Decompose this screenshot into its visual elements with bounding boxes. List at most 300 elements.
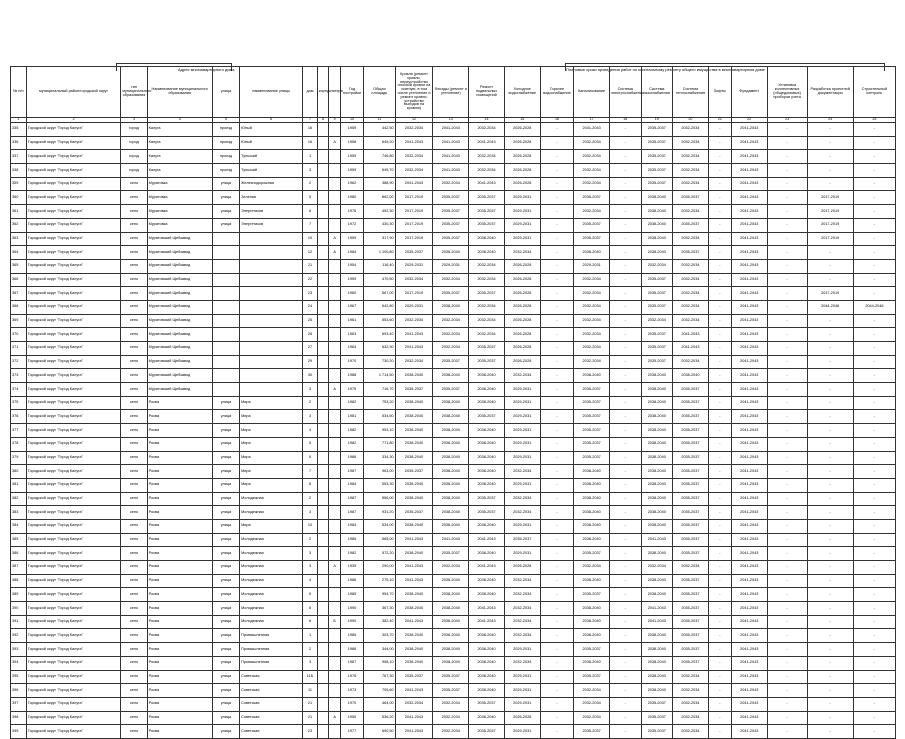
table-cell [317, 164, 329, 178]
table-cell: улица [212, 519, 239, 533]
table-cell [317, 123, 329, 137]
table-cell: - [708, 205, 731, 219]
table-cell: село [121, 533, 147, 547]
table-cell: 29 [303, 355, 318, 369]
table-cell: 2035-2037 [469, 218, 505, 232]
table-cell: 1982 [340, 424, 363, 438]
table-cell: Городской округ "Город Калуга" [26, 602, 121, 616]
table-cell: - [853, 410, 895, 424]
table-cell: 534,00 [364, 519, 396, 533]
table-cell: 2041-2043 [395, 711, 433, 725]
table-cell: 2041-2043 [731, 396, 767, 410]
table-cell: 2038-2040 [641, 684, 673, 698]
column-number: 4 [147, 118, 212, 123]
table-cell: 363 [11, 232, 27, 246]
table-cell: - [767, 191, 807, 205]
table-cell: 2038-2040 [574, 533, 610, 547]
table-cell: 5 [303, 437, 318, 451]
table-cell: Советская [240, 711, 303, 725]
table-cell: - [540, 259, 574, 273]
table-cell: Железнодорожная [240, 177, 303, 191]
table-cell: - [767, 342, 807, 356]
table-cell: село [121, 246, 147, 260]
table-cell: 2032-2034 [504, 246, 540, 260]
table-cell: 2032-2034 [433, 342, 469, 356]
table-cell: 2038-2040 [641, 574, 673, 588]
table-cell: Городской округ "Город Калуга" [26, 177, 121, 191]
table-cell: - [609, 396, 641, 410]
table-cell: Городской округ "Город Калуга" [26, 437, 121, 451]
table-cell: Росва [147, 670, 212, 684]
table-row [11, 369, 896, 383]
table-cell: - [609, 383, 641, 397]
table-cell: - [609, 697, 641, 711]
table-cell: 2041-2043 [731, 328, 767, 342]
table-cell: - [540, 300, 574, 314]
table-cell: 2038-2040 [433, 519, 469, 533]
table-cell: 2038-2040 [469, 656, 505, 670]
table-cell: 317,90 [364, 232, 396, 246]
table-cell: 1959 [340, 123, 363, 137]
table-cell: - [708, 588, 731, 602]
table-cell: 2032-2034 [504, 506, 540, 520]
table-cell: Росва [147, 410, 212, 424]
table-cell: - [853, 492, 895, 506]
table-row [11, 424, 896, 438]
table-cell: Молодежная [240, 492, 303, 506]
column-number: 25 [853, 118, 895, 123]
table-cell: 2038-2040 [641, 643, 673, 657]
table-cell: 24 [303, 300, 318, 314]
table-cell: 2032-2034 [433, 697, 469, 711]
table-cell [317, 547, 329, 561]
column-header: тип муниципального образования [121, 67, 147, 118]
table-cell: - [807, 574, 853, 588]
table-cell: 2029-2031 [504, 232, 540, 246]
table-cell: 2038-2040 [395, 588, 433, 602]
table-cell: 2041-2043 [731, 355, 767, 369]
table-cell: улица [212, 725, 239, 739]
table-cell: 2032-2034 [673, 561, 709, 575]
table-cell: - [708, 218, 731, 232]
table-cell [212, 273, 239, 287]
table-row [11, 205, 896, 219]
table-row [11, 314, 896, 328]
table-cell: 2035-2037 [673, 478, 709, 492]
column-number: 2 [26, 118, 121, 123]
table-cell: - [708, 383, 731, 397]
table-cell: 2035-2037 [504, 533, 540, 547]
table-cell: 393 [11, 643, 27, 657]
table-cell: 1987 [340, 656, 363, 670]
column-number: 5 [212, 118, 239, 123]
table-cell: 2041-2043 [731, 588, 767, 602]
table-cell: 2032-2034 [574, 314, 610, 328]
table-cell: 2032-2034 [469, 314, 505, 328]
table-cell: 3 [303, 410, 318, 424]
table-cell: - [540, 506, 574, 520]
column-number: 8 [317, 118, 329, 123]
table-cell: Мира [240, 451, 303, 465]
table-cell: Росва [147, 519, 212, 533]
table-cell: - [540, 177, 574, 191]
table-cell: село [121, 711, 147, 725]
table-cell: - [853, 615, 895, 629]
table-cell: 2035-2037 [673, 383, 709, 397]
table-cell: - [708, 246, 731, 260]
table-cell: 2035-2037 [641, 177, 673, 191]
table-cell: улица [212, 684, 239, 698]
table-cell: улица [212, 615, 239, 629]
table-cell: 954,70 [364, 588, 396, 602]
table-cell: 2017-2019 [395, 232, 433, 246]
table-cell [317, 273, 329, 287]
table-cell [317, 684, 329, 698]
table-cell: - [853, 588, 895, 602]
table-cell: - [708, 602, 731, 616]
table-row [11, 246, 896, 260]
table-cell: 399 [11, 725, 27, 739]
table-cell: - [609, 643, 641, 657]
table-cell: 2041-2043 [731, 437, 767, 451]
table-cell: 1986 [340, 451, 363, 465]
table-cell: 2029-2031 [504, 643, 540, 657]
column-header: Горячее водоснабжение [540, 67, 574, 118]
table-cell: 2035-2037 [469, 355, 505, 369]
table-cell: - [807, 478, 853, 492]
table-cell: - [807, 697, 853, 711]
table-cell: Калуга [147, 136, 212, 150]
table-cell: - [540, 656, 574, 670]
table-row [11, 259, 896, 273]
column-header: Система газоснабжения [641, 67, 673, 118]
table-cell: - [853, 574, 895, 588]
table-cell: Росва [147, 697, 212, 711]
table-cell: улица [212, 656, 239, 670]
column-header: Лифты [708, 67, 731, 118]
table-cell: Городской округ "Город Калуга" [26, 492, 121, 506]
table-row [11, 465, 896, 479]
table-cell: Советская [240, 684, 303, 698]
table-cell: село [121, 273, 147, 287]
table-cell: - [767, 656, 807, 670]
table-cell [329, 424, 341, 438]
table-cell: 2026-2028 [504, 287, 540, 301]
table-cell: Росва [147, 643, 212, 657]
table-cell: Росва [147, 602, 212, 616]
table-cell: 11Б [303, 670, 318, 684]
table-cell: 2032-2034 [469, 150, 505, 164]
table-cell: 1977 [340, 725, 363, 739]
table-cell: 2038-2040 [641, 478, 673, 492]
table-cell: село [121, 424, 147, 438]
table-row [11, 342, 896, 356]
table-cell [317, 246, 329, 260]
table-cell: 2032-2034 [469, 273, 505, 287]
table-cell: 2032-2034 [433, 314, 469, 328]
table-cell: - [807, 369, 853, 383]
table-row [11, 478, 896, 492]
table-cell: 2029-2031 [504, 451, 540, 465]
table-cell: 2017-2019 [807, 191, 853, 205]
table-cell: 382,40 [364, 615, 396, 629]
table-cell: - [708, 410, 731, 424]
table-cell: - [609, 711, 641, 725]
table-cell: проезд [212, 123, 239, 137]
column-number: 19 [641, 118, 673, 123]
table-cell: 2041-2043 [395, 574, 433, 588]
table-cell: 2038-2040 [395, 369, 433, 383]
table-cell: 2032-2034 [504, 465, 540, 479]
table-cell: Советская [240, 670, 303, 684]
table-cell: 2026-2028 [504, 164, 540, 178]
table-cell: 1986 [340, 574, 363, 588]
table-cell: 2041-2043 [731, 369, 767, 383]
table-cell: 693,40 [364, 328, 396, 342]
table-cell: 2041-2043 [731, 561, 767, 575]
table-cell: 362 [11, 218, 27, 232]
table-cell: 12 [303, 246, 318, 260]
table-cell: 2038-2040 [395, 602, 433, 616]
table-cell [317, 177, 329, 191]
table-cell: Молодежная [240, 574, 303, 588]
table-cell: 2038-2040 [469, 711, 505, 725]
table-cell: Городской округ "Город Калуга" [26, 246, 121, 260]
table-cell: - [540, 424, 574, 438]
table-cell: - [609, 232, 641, 246]
table-cell: 2032-2034 [504, 602, 540, 616]
column-header: Система теплоснабжения [673, 67, 709, 118]
header-group-schedule-label: Плановые сроки проведения работ по капитальному ремонту общего имущества в многоквартирном доме [566, 67, 765, 72]
table-cell: 2017-2019 [395, 218, 433, 232]
table-cell: город [121, 123, 147, 137]
table-cell: - [807, 547, 853, 561]
table-cell: - [853, 123, 895, 137]
table-cell: 1970 [340, 355, 363, 369]
table-cell: Городской округ "Город Калуга" [26, 191, 121, 205]
table-cell: 368 [11, 300, 27, 314]
table-cell: 2035-2037 [574, 396, 610, 410]
table-cell: - [853, 314, 895, 328]
table-cell: 2041-2043 [731, 205, 767, 219]
table-cell: А [329, 136, 341, 150]
table-cell: Энергетиков [240, 205, 303, 219]
column-header: Установка коллективных (общедомовых) приборов учета [767, 67, 807, 118]
table-cell: село [121, 300, 147, 314]
table-cell: Муратовский Щебзавод [147, 246, 212, 260]
table-cell: 2038-2040 [641, 383, 673, 397]
table-cell: 2038-2040 [574, 629, 610, 643]
table-cell: - [609, 574, 641, 588]
table-cell: - [767, 205, 807, 219]
table-cell: 2032-2034 [433, 177, 469, 191]
table-cell [329, 643, 341, 657]
table-cell: - [767, 383, 807, 397]
table-cell: 2035-2037 [673, 574, 709, 588]
table-cell: 2032-2034 [433, 725, 469, 739]
table-cell: 572,20 [364, 547, 396, 561]
table-cell: - [853, 287, 895, 301]
table-cell: 565,00 [364, 533, 396, 547]
table-cell: - [767, 424, 807, 438]
table-cell: 23 [303, 725, 318, 739]
table-cell: 2035-2037 [574, 424, 610, 438]
table-row [11, 725, 896, 739]
table-cell: - [609, 670, 641, 684]
table-cell: - [708, 164, 731, 178]
table-cell: 492,30 [364, 205, 396, 219]
table-cell: - [540, 164, 574, 178]
table-cell: 2038-2040 [469, 383, 505, 397]
table-cell: 2041-2043 [731, 123, 767, 137]
table-cell: - [767, 410, 807, 424]
table-cell: 2032-2034 [433, 328, 469, 342]
table-cell [317, 519, 329, 533]
table-cell: 2041-2043 [731, 314, 767, 328]
table-cell: - [807, 561, 853, 575]
table-cell: село [121, 177, 147, 191]
table-cell: - [540, 588, 574, 602]
table-cell: Муратовский Щебзавод [147, 287, 212, 301]
table-cell: село [121, 670, 147, 684]
table-cell: 2038-2040 [641, 588, 673, 602]
table-cell: 2038-2040 [469, 396, 505, 410]
table-cell: 366 [11, 273, 27, 287]
table-cell: Городской округ "Город Калуга" [26, 533, 121, 547]
table-cell: - [609, 273, 641, 287]
table-cell: - [609, 205, 641, 219]
table-cell: 1963 [340, 328, 363, 342]
table-cell: 2 [303, 533, 318, 547]
column-header: Канализование [574, 67, 610, 118]
table-cell: 2029-2031 [504, 410, 540, 424]
table-cell: 2035-2037 [641, 725, 673, 739]
column-number: 10 [340, 118, 363, 123]
table-cell: 2041-2043 [433, 150, 469, 164]
table-row [11, 287, 896, 301]
table-cell: - [609, 314, 641, 328]
table-cell: 2038-2040 [641, 410, 673, 424]
table-cell: 2038-2040 [641, 424, 673, 438]
table-cell: 2041-2043 [395, 615, 433, 629]
table-cell: - [767, 150, 807, 164]
table-cell: 2041-2043 [731, 218, 767, 232]
table-cell: - [609, 451, 641, 465]
table-cell: - [540, 547, 574, 561]
table-cell: 958,10 [364, 656, 396, 670]
table-cell: 2041-2043 [731, 697, 767, 711]
table-cell [329, 465, 341, 479]
table-cell: 645,70 [364, 164, 396, 178]
table-cell: 2038-2040 [641, 205, 673, 219]
table-cell: - [609, 369, 641, 383]
table-cell: 2038-2040 [673, 369, 709, 383]
table-cell: 2032-2034 [469, 328, 505, 342]
table-cell: 553,60 [364, 314, 396, 328]
table-cell: 2035-2037 [673, 191, 709, 205]
table-cell: 21 [303, 711, 318, 725]
table-cell [329, 670, 341, 684]
table-cell [329, 533, 341, 547]
table-cell: Городской округ "Город Калуга" [26, 451, 121, 465]
column-header: Строительный контроль [853, 67, 895, 118]
table-cell: 2041-2043 [731, 164, 767, 178]
table-cell: - [609, 218, 641, 232]
table-cell: - [540, 602, 574, 616]
table-cell: улица [212, 547, 239, 561]
table-cell: - [540, 561, 574, 575]
table-cell: - [708, 711, 731, 725]
table-cell: улица [212, 218, 239, 232]
column-number: 20 [673, 118, 709, 123]
table-cell [329, 273, 341, 287]
table-cell: 2032-2034 [574, 328, 610, 342]
table-cell: 2032-2034 [395, 273, 433, 287]
table-cell: - [807, 465, 853, 479]
table-cell: - [807, 656, 853, 670]
table-cell: 4 [303, 574, 318, 588]
table-cell: 386 [11, 547, 27, 561]
table-cell: - [767, 273, 807, 287]
table-cell: 367 [11, 287, 27, 301]
table-cell [317, 205, 329, 219]
table-cell [317, 342, 329, 356]
table-cell [317, 670, 329, 684]
table-cell: 2017-2019 [807, 218, 853, 232]
table-cell: село [121, 684, 147, 698]
table-cell: Городской округ "Город Калуга" [26, 478, 121, 492]
table-cell: 2035-2037 [673, 451, 709, 465]
table-cell: Муратовка [147, 191, 212, 205]
table-cell: 5 [303, 588, 318, 602]
table-cell: 2038-2040 [469, 451, 505, 465]
table-cell: 2041-2043 [731, 615, 767, 629]
table-cell: улица [212, 465, 239, 479]
table-cell: - [609, 602, 641, 616]
table-cell: 2041-2043 [469, 602, 505, 616]
table-cell: - [540, 643, 574, 657]
table-cell: - [540, 519, 574, 533]
table-row [11, 328, 896, 342]
table-cell: Росва [147, 478, 212, 492]
table-cell: Городской округ "Город Калуга" [26, 232, 121, 246]
table-cell: 2038-2040 [574, 656, 610, 670]
table-cell: - [853, 328, 895, 342]
table-cell: 22 [303, 273, 318, 287]
table-cell: 1985 [340, 629, 363, 643]
table-cell: 2017-2019 [807, 205, 853, 219]
table-row [11, 410, 896, 424]
table-cell: 2038-2040 [469, 465, 505, 479]
table-cell: 862,00 [364, 191, 396, 205]
table-cell: - [807, 711, 853, 725]
table-cell: 2035-2037 [641, 136, 673, 150]
table-cell: 2035-2037 [433, 205, 469, 219]
table-cell: 395 [11, 670, 27, 684]
table-cell: - [853, 684, 895, 698]
table-cell [329, 451, 341, 465]
table-cell: 389 [11, 588, 27, 602]
table-cell: 2035-2037 [469, 287, 505, 301]
table-cell: - [540, 314, 574, 328]
table-cell: село [121, 588, 147, 602]
table-cell: 2035-2037 [673, 519, 709, 533]
table-cell: 2041-2043 [395, 177, 433, 191]
table-cell: 2041-2043 [731, 656, 767, 670]
table-cell: 2041-2043 [433, 533, 469, 547]
table-cell [317, 492, 329, 506]
table-row [11, 492, 896, 506]
